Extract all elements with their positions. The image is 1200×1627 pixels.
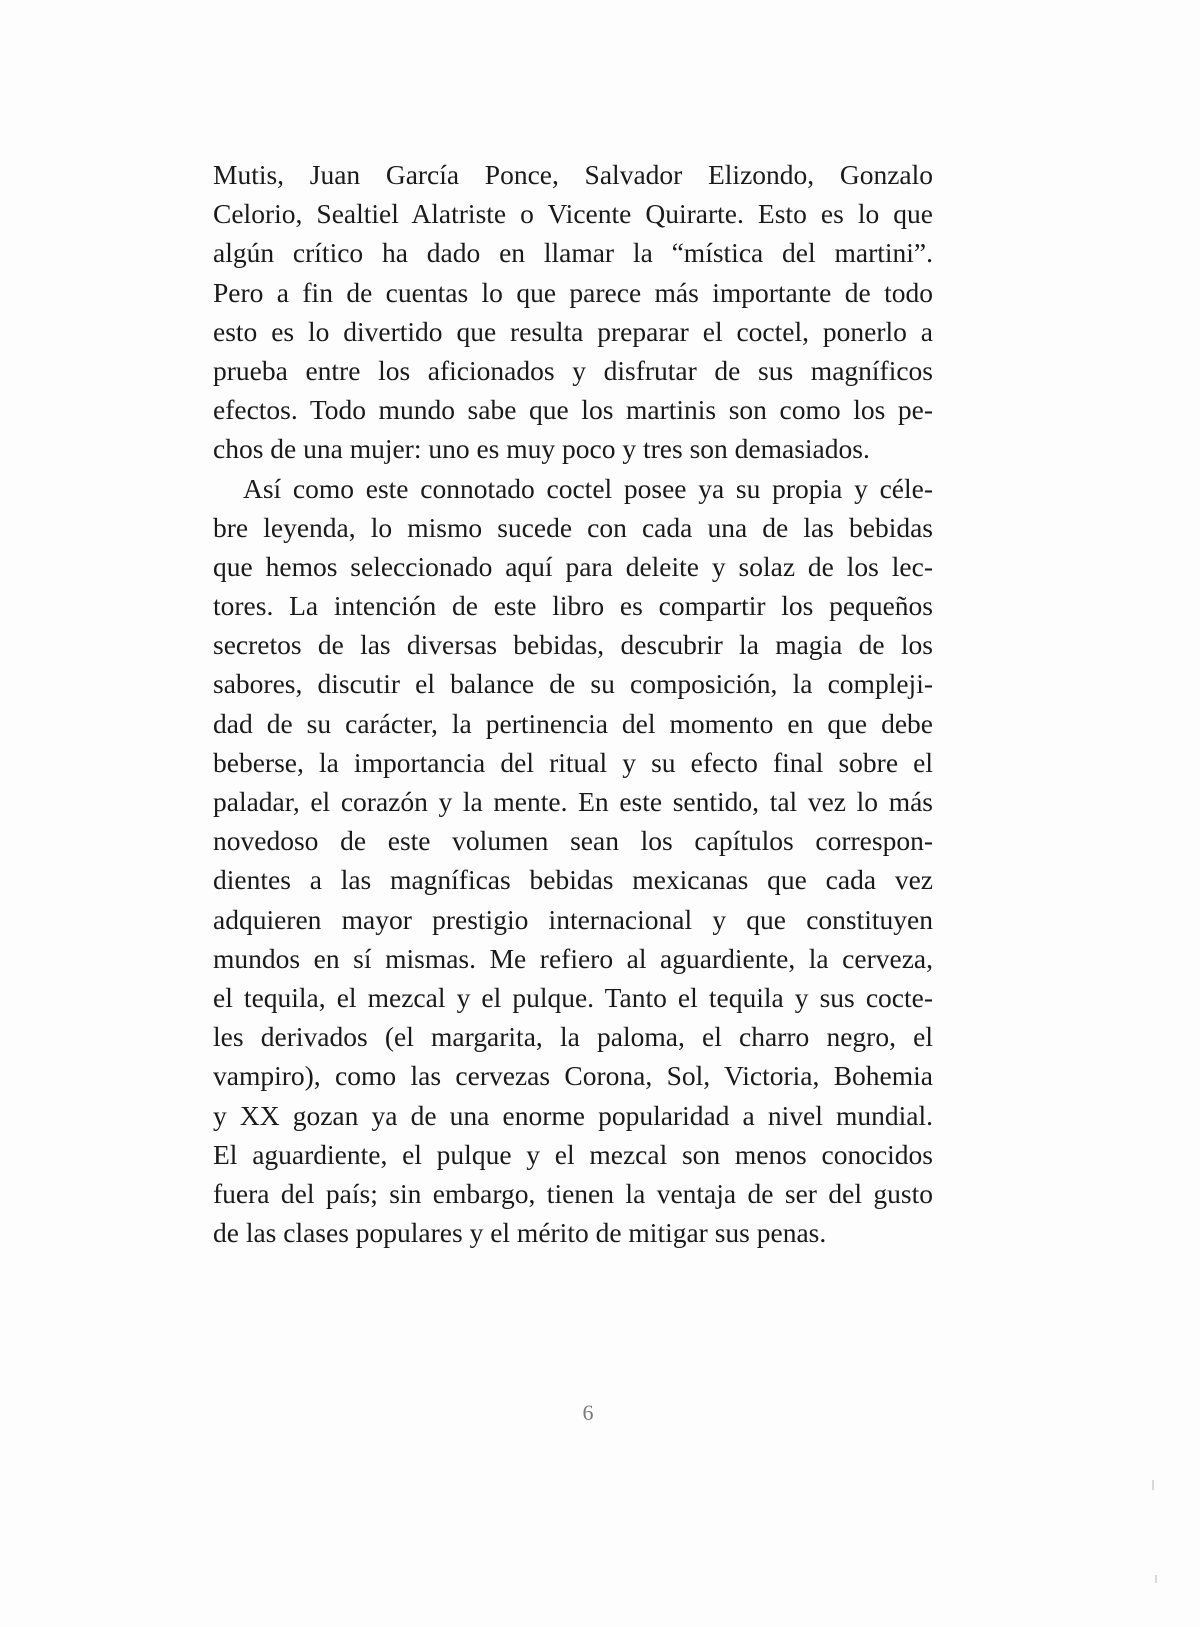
text-line: chos de una mujer: uno es muy poco y tres son demasiados. <box>213 433 870 465</box>
scan-artifact <box>1152 1480 1154 1490</box>
text-line: dientes a las magníficas bebidas mexicanas que cada vez <box>213 864 933 896</box>
text-line: efectos. Todo mundo sabe que los martinis son como los pe- <box>213 394 933 426</box>
text-line: dad de su carácter, la pertinencia del momento en que debe <box>213 707 933 739</box>
paragraph-1 <box>213 155 933 469</box>
text-line: Mutis, Juan García Ponce, Salvador Elizondo, Gonzalo <box>213 159 933 190</box>
text-line: esto es lo divertido que resulta preparar el coctel, ponerlo a <box>213 315 933 347</box>
text-line: novedoso de este volumen sean los capítulos correspon- <box>213 825 933 857</box>
page-number: 6 <box>582 1400 594 1425</box>
text-line: de las clases populares y el mérito de mitigar sus penas. <box>213 1217 827 1249</box>
text-line: el tequila, el mezcal y el pulque. Tanto el tequila y sus cocte- <box>213 981 933 1013</box>
scan-artifact <box>1155 1575 1157 1583</box>
text-line: mundos en sí mismas. Me refiero al aguardiente, la cerveza, <box>213 942 933 974</box>
text-line: paladar, el corazón y la mente. En este sentido, tal vez lo más <box>213 786 933 817</box>
text-line: beberse, la importancia del ritual y su efecto final sobre el <box>213 746 933 778</box>
text-line: fuera del país; sin embargo, tienen la ventaja de ser del gusto <box>213 1177 933 1209</box>
body-text <box>213 155 933 1252</box>
text-line: El aguardiente, el pulque y el mezcal son menos conocidos <box>213 1138 933 1170</box>
text-line: que hemos seleccionado aquí para deleite y solaz de los lec- <box>213 550 933 582</box>
text-line: Celorio, Sealtiel Alatriste o Vicente Quirarte. Esto es lo que <box>213 198 933 230</box>
text-line: Pero a fin de cuentas lo que parece más importante de todo <box>213 276 933 308</box>
text-line: bre leyenda, lo mismo sucede con cada una de las bebidas <box>213 511 933 543</box>
text-line: tores. La intención de este libro es compartir los pequeños <box>213 590 933 622</box>
text-line: sabores, discutir el balance de su composición, la compleji- <box>213 668 933 700</box>
text-line: secretos de las diversas bebidas, descubrir la magia de los <box>213 629 933 661</box>
text-line: Así como este connotado coctel posee ya su propia y céle- <box>243 472 933 504</box>
text-line: adquieren mayor prestigio internacional y que constituyen <box>213 903 933 935</box>
text-line: y XX gozan ya de una enorme popularidad a nivel mundial. <box>213 1099 933 1131</box>
text-line: algún crítico ha dado en llamar la “mística del martini”. <box>213 237 933 269</box>
paragraph-2 <box>213 469 933 1253</box>
text-line: prueba entre los aficionados y disfrutar de sus magníficos <box>213 354 933 386</box>
text-line: vampiro), como las cervezas Corona, Sol, Victoria, Bohemia <box>213 1060 933 1092</box>
text-line: les derivados (el margarita, la paloma, el charro negro, el <box>213 1021 933 1053</box>
